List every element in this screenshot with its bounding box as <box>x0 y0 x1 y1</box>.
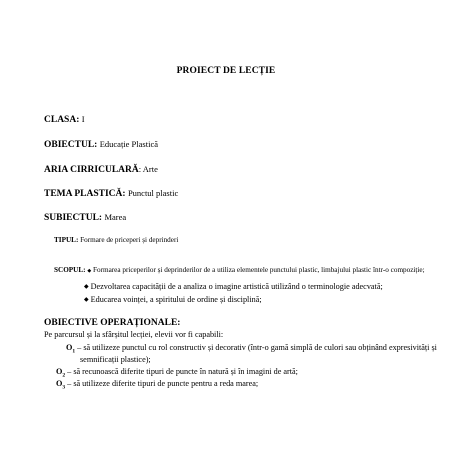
scopul-item: Dezvoltarea capacității de a analiza o imagine artistică utilizând o terminologie adecvată; <box>90 282 383 291</box>
scopul-bullet-3 <box>84 295 262 304</box>
objective-1-cont: semnificații plastice); <box>80 355 151 364</box>
bullet-icon: ◆ <box>84 297 89 303</box>
field-tema <box>44 188 178 199</box>
objective-code: O <box>56 367 63 376</box>
field-obiectul-label: OBIECTUL: <box>44 140 98 150</box>
field-tema-label: TEMA PLASTICĂ: <box>44 189 126 199</box>
bullet-icon: ◆ <box>84 284 89 290</box>
field-subiectul <box>44 212 126 223</box>
objective-2 <box>56 367 298 379</box>
tipul-line <box>54 236 178 244</box>
objectives-intro: Pe parcursul și la sfârșitul lecției, elevii vor fi capabili: <box>44 330 224 339</box>
objective-text: – să recunoască diferite tipuri de puncte în natură și în imagini de artă; <box>65 367 298 376</box>
field-aria <box>44 164 158 175</box>
scopul-bullet-2 <box>84 282 383 291</box>
scopul-item: Formarea priceperilor și deprinderilor de a utiliza elementele punctului plastic, limbajului plastic într-o compoziție; <box>93 266 425 274</box>
objective-sub: 3 <box>62 384 66 391</box>
field-clasa-value: I <box>81 114 85 124</box>
field-clasa-label: CLASA: <box>44 115 80 125</box>
scopul-item: Educarea voinței, a spiritului de ordine și disciplină; <box>90 295 262 304</box>
objectives-heading: OBIECTIVE OPERAȚIONALE: <box>44 318 181 328</box>
field-aria-value: : Arte <box>138 164 158 174</box>
objective-1 <box>66 343 437 355</box>
objective-code: O <box>56 379 63 388</box>
objective-sub: 2 <box>62 372 66 379</box>
field-subiectul-value: Marea <box>104 212 127 222</box>
objective-sub: 1 <box>72 348 76 355</box>
field-obiectul <box>44 139 158 150</box>
objective-3 <box>56 379 258 391</box>
objective-text: – să utilizeze punctul cu rol constructiv și decorativ (într-o gamă simplă de culori sau obținând expresivități și <box>75 343 437 352</box>
objective-code: O <box>66 343 73 352</box>
field-obiectul-value: Educație Plastică <box>99 139 158 149</box>
tipul-label: TIPUL: <box>54 236 79 244</box>
objective-text: – să utilizeze diferite tipuri de puncte pentru a reda marea; <box>65 379 259 388</box>
field-subiectul-label: SUBIECTUL: <box>44 213 103 223</box>
tipul-value: Formare de priceperi și deprinderi <box>80 236 179 244</box>
scopul-label: SCOPUL: <box>54 266 86 274</box>
scopul-line <box>54 266 425 274</box>
document-title: PROIECT DE LECȚIE <box>176 66 276 76</box>
field-aria-label: ARIA CIRRICULARĂ <box>44 165 139 175</box>
bullet-icon: ◆ <box>87 269 92 274</box>
field-tema-value: Punctul plastic <box>127 188 179 198</box>
field-clasa <box>44 114 85 125</box>
